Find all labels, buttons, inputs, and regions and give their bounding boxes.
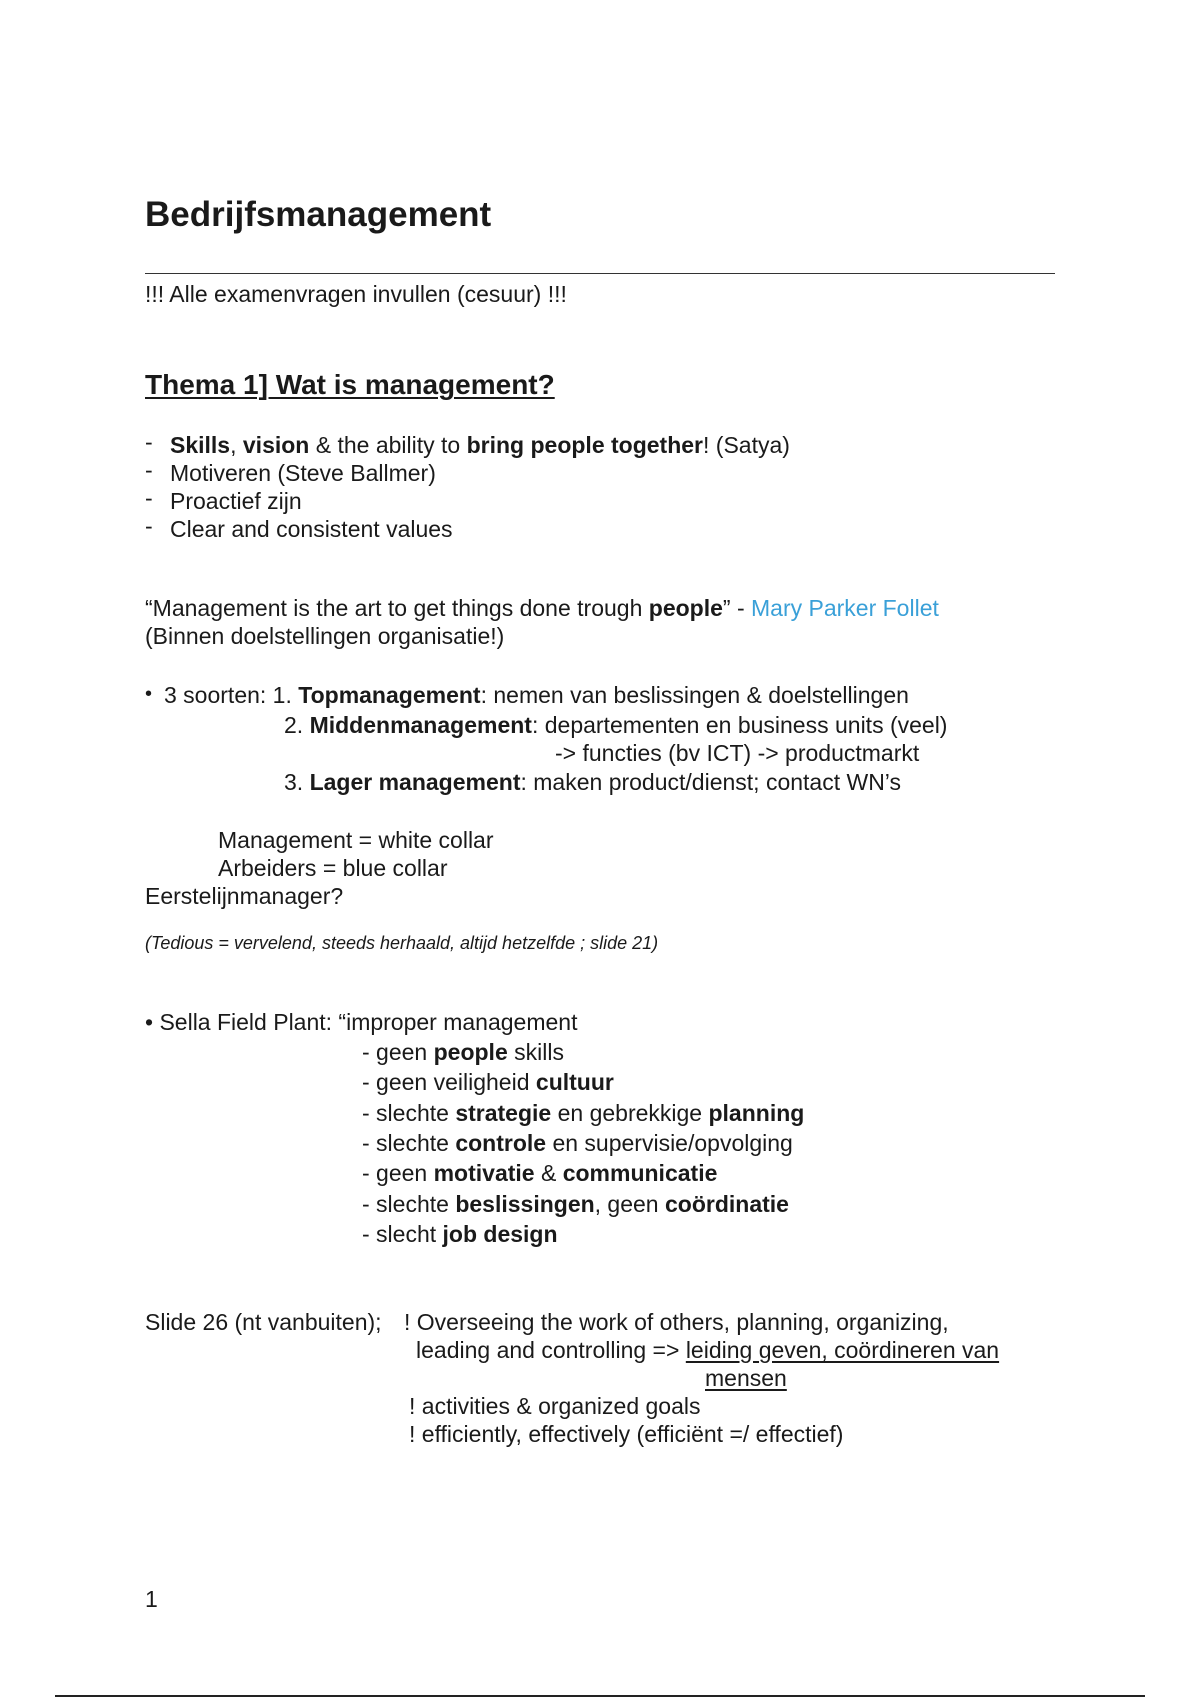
page-title: Bedrijfsmanagement <box>145 195 492 234</box>
slide-line-5: ! efficiently, effectively (efficiënt =/ effectief) <box>409 1421 844 1447</box>
title-divider <box>145 273 1055 274</box>
sella-item: - slecht job design <box>362 1220 558 1247</box>
tedious-note: (Tedious = vervelend, steeds herhaald, altijd hetzelfde ; slide 21) <box>145 933 659 953</box>
types-bullet: • <box>145 683 153 705</box>
sella-item: - slechte controle en supervisie/opvolging <box>362 1129 793 1156</box>
bullet-item-3: Proactief zijn <box>170 488 302 514</box>
sella-item: - geen motivatie & communicatie <box>362 1160 718 1187</box>
page-number: 1 <box>145 1586 158 1612</box>
sella-item: - geen veiligheid cultuur <box>362 1069 614 1096</box>
exam-warning: !!! Alle examenvragen invullen (cesuur) !!! <box>145 281 567 307</box>
first-line-manager: Eerstelijnmanager? <box>145 883 344 909</box>
quote-note: (Binnen doelstellingen organisatie!) <box>145 623 505 649</box>
slide-label: Slide 26 (nt vanbuiten); <box>145 1309 382 1335</box>
slide-line-3: mensen <box>705 1365 787 1391</box>
dash-bullet: - <box>145 485 153 511</box>
management-quote: “Management is the art to get things done trough people” - Mary Parker Follet <box>145 595 939 621</box>
bullet-item-2: Motiveren (Steve Ballmer) <box>170 460 436 486</box>
type-top: 3 soorten: 1. Topmanagement: nemen van beslissingen & doelstellingen <box>164 682 909 708</box>
type-middle-sub: -> functies (bv ICT) -> productmarkt <box>555 740 920 766</box>
sella-item: - geen people skills <box>362 1039 564 1065</box>
dash-bullet: - <box>145 457 153 483</box>
dash-bullet: - <box>145 429 153 455</box>
slide-line-2: leading and controlling => leiding geven, coördineren van <box>416 1337 1000 1363</box>
bullet-item-1: Skills, vision & the ability to bring people together! (Satya) <box>170 432 790 458</box>
page-bottom-border <box>55 1695 1145 1697</box>
quote-author-link[interactable]: Mary Parker Follet <box>751 595 939 621</box>
bullet-item-4: Clear and consistent values <box>170 516 453 542</box>
type-lower: 3. Lager management: maken product/dienst; contact WN’s <box>284 769 902 795</box>
type-middle: 2. Middenmanagement: departementen en business units (veel) <box>284 712 948 738</box>
sella-item: - slechte strategie en gebrekkige planning <box>362 1099 805 1126</box>
sella-item: - slechte beslissingen, geen coördinatie <box>362 1190 789 1217</box>
slide-line-4: ! activities & organized goals <box>409 1393 701 1419</box>
collar-workers: Arbeiders = blue collar <box>218 855 448 881</box>
dash-bullet: - <box>145 513 153 539</box>
sella-intro: • Sella Field Plant: “improper management <box>145 1009 578 1035</box>
theme-heading: Thema 1] Wat is management? <box>145 369 555 400</box>
slide-line-1: ! Overseeing the work of others, planning, organizing, <box>404 1309 949 1335</box>
collar-management: Management = white collar <box>218 827 494 853</box>
